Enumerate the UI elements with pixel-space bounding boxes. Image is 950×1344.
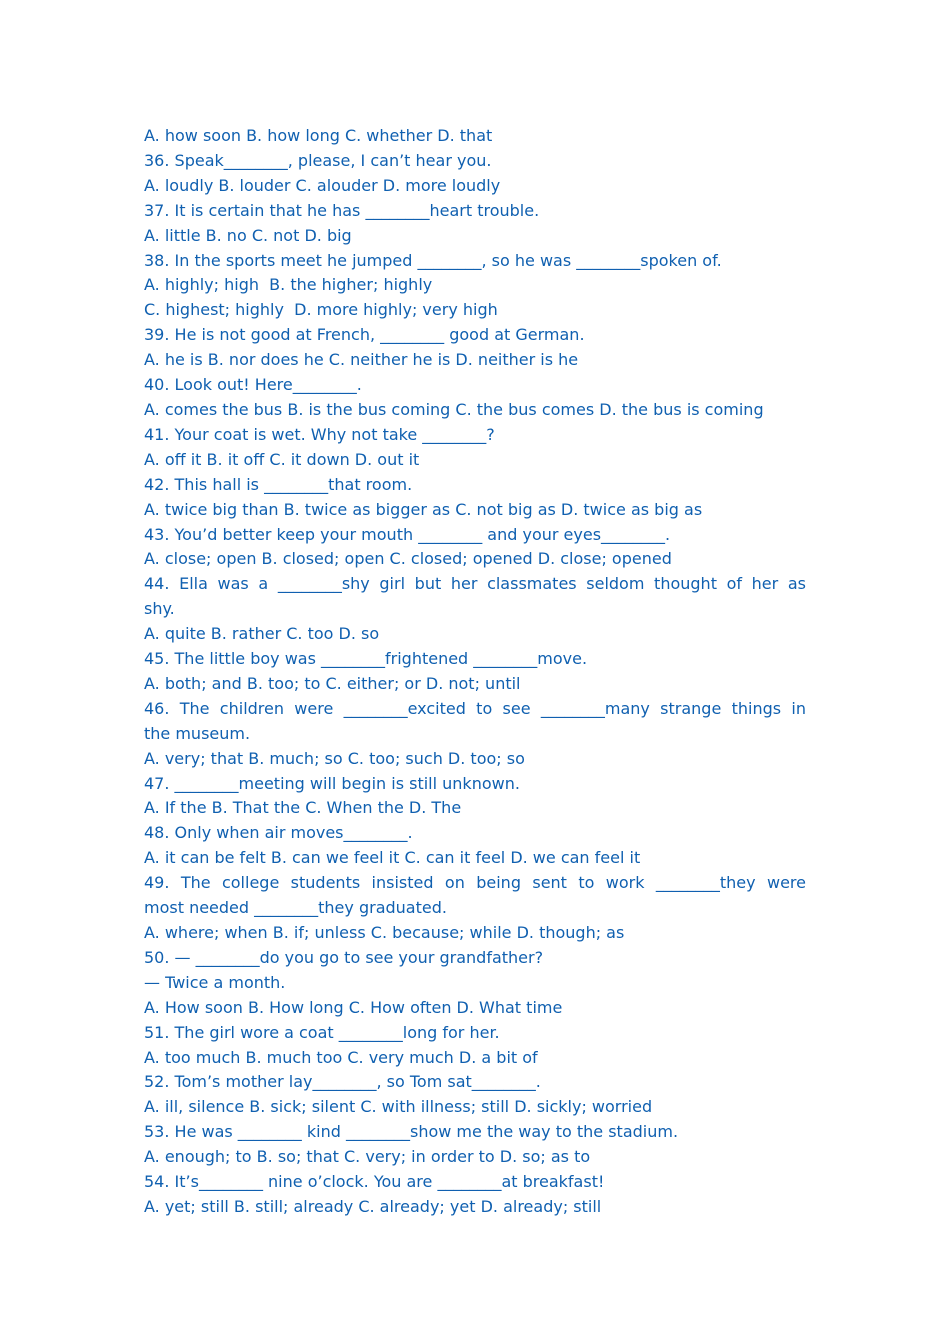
question-54: 54. It’s________ nine o’clock. You are ________at breakfast!	[144, 1172, 605, 1192]
question-50: 50. — ________do you go to see your grandfather?	[144, 947, 544, 967]
options-46: A. very; that B. much; so C. too; such D. too; so	[144, 748, 525, 768]
question-49: 49. The college students insisted on being sent to work ________they were	[144, 873, 806, 893]
options-43: A. close; open B. closed; open C. closed; opened D. close; opened	[144, 549, 672, 569]
options-37: A. little B. no C. not D. big	[144, 225, 352, 245]
options-36: A. loudly B. louder C. alouder D. more loudly	[144, 175, 501, 195]
text-line: A. how soon B. how long C. whether D. that	[144, 126, 493, 145]
options-44: A. quite B. rather C. too D. so	[144, 624, 380, 644]
options-48: A. it can be felt B. can we feel it C. can it feel D. we can feel it	[144, 848, 641, 868]
question-37: 37. It is certain that he has ________heart trouble.	[144, 200, 540, 220]
options-50: A. How soon B. How long C. How often D. What time	[144, 997, 563, 1017]
question-43: 43. You’d better keep your mouth ________ and your eyes________.	[144, 524, 671, 544]
question-49-cont: most needed ________they graduated.	[144, 898, 447, 918]
options-47: A. If the B. That the C. When the D. The	[144, 798, 462, 818]
options-42: A. twice big than B. twice as bigger as C. not big as D. twice as big as	[144, 499, 703, 519]
question-40: 40. Look out! Here________.	[144, 375, 362, 395]
question-42: 42. This hall is ________that room.	[144, 474, 413, 494]
options-38-a: A. highly; high B. the higher; highly	[144, 275, 433, 295]
question-53: 53. He was ________ kind ________show me the way to the stadium.	[144, 1122, 679, 1142]
question-39: 39. He is not good at French, ________ good at German.	[144, 325, 585, 345]
question-46: 46. The children were ________excited to see ________many strange things in	[144, 698, 806, 718]
question-44: 44. Ella was a ________shy girl but her classmates seldom thought of her as	[144, 574, 806, 594]
question-44-cont: shy.	[144, 599, 175, 619]
options-41: A. off it B. it off C. it down D. out it	[144, 449, 420, 469]
question-50-reply: — Twice a month.	[144, 972, 286, 992]
question-48: 48. Only when air moves________.	[144, 823, 413, 843]
question-51: 51. The girl wore a coat ________long for her.	[144, 1022, 500, 1042]
question-38: 38. In the sports meet he jumped ________, so he was ________spoken of.	[144, 250, 722, 270]
options-51: A. too much B. much too C. very much D. a bit of	[144, 1047, 538, 1067]
question-52: 52. Tom’s mother lay________, so Tom sat________.	[144, 1072, 541, 1092]
question-41: 41. Your coat is wet. Why not take ________?	[144, 424, 495, 444]
options-45: A. both; and B. too; to C. either; or D. not; until	[144, 673, 521, 693]
options-40: A. comes the bus B. is the bus coming C. the bus comes D. the bus is coming	[144, 399, 764, 419]
options-52: A. ill, silence B. sick; silent C. with illness; still D. sickly; worried	[144, 1097, 653, 1117]
document-page	[144, 124, 806, 1220]
options-53: A. enough; to B. so; that C. very; in order to D. so; as to	[144, 1147, 591, 1167]
question-36: 36. Speak________, please, I can’t hear you.	[144, 150, 492, 170]
options-38-b: C. highest; highly D. more highly; very high	[144, 300, 498, 320]
options-54: A. yet; still B. still; already C. already; yet D. already; still	[144, 1196, 602, 1216]
options-49: A. where; when B. if; unless C. because; while D. though; as	[144, 923, 625, 942]
question-46-cont: the museum.	[144, 723, 251, 743]
question-45: 45. The little boy was ________frightened ________move.	[144, 649, 588, 669]
options-39: A. he is B. nor does he C. neither he is D. neither is he	[144, 350, 579, 370]
question-47: 47. ________meeting will begin is still unknown.	[144, 773, 520, 793]
